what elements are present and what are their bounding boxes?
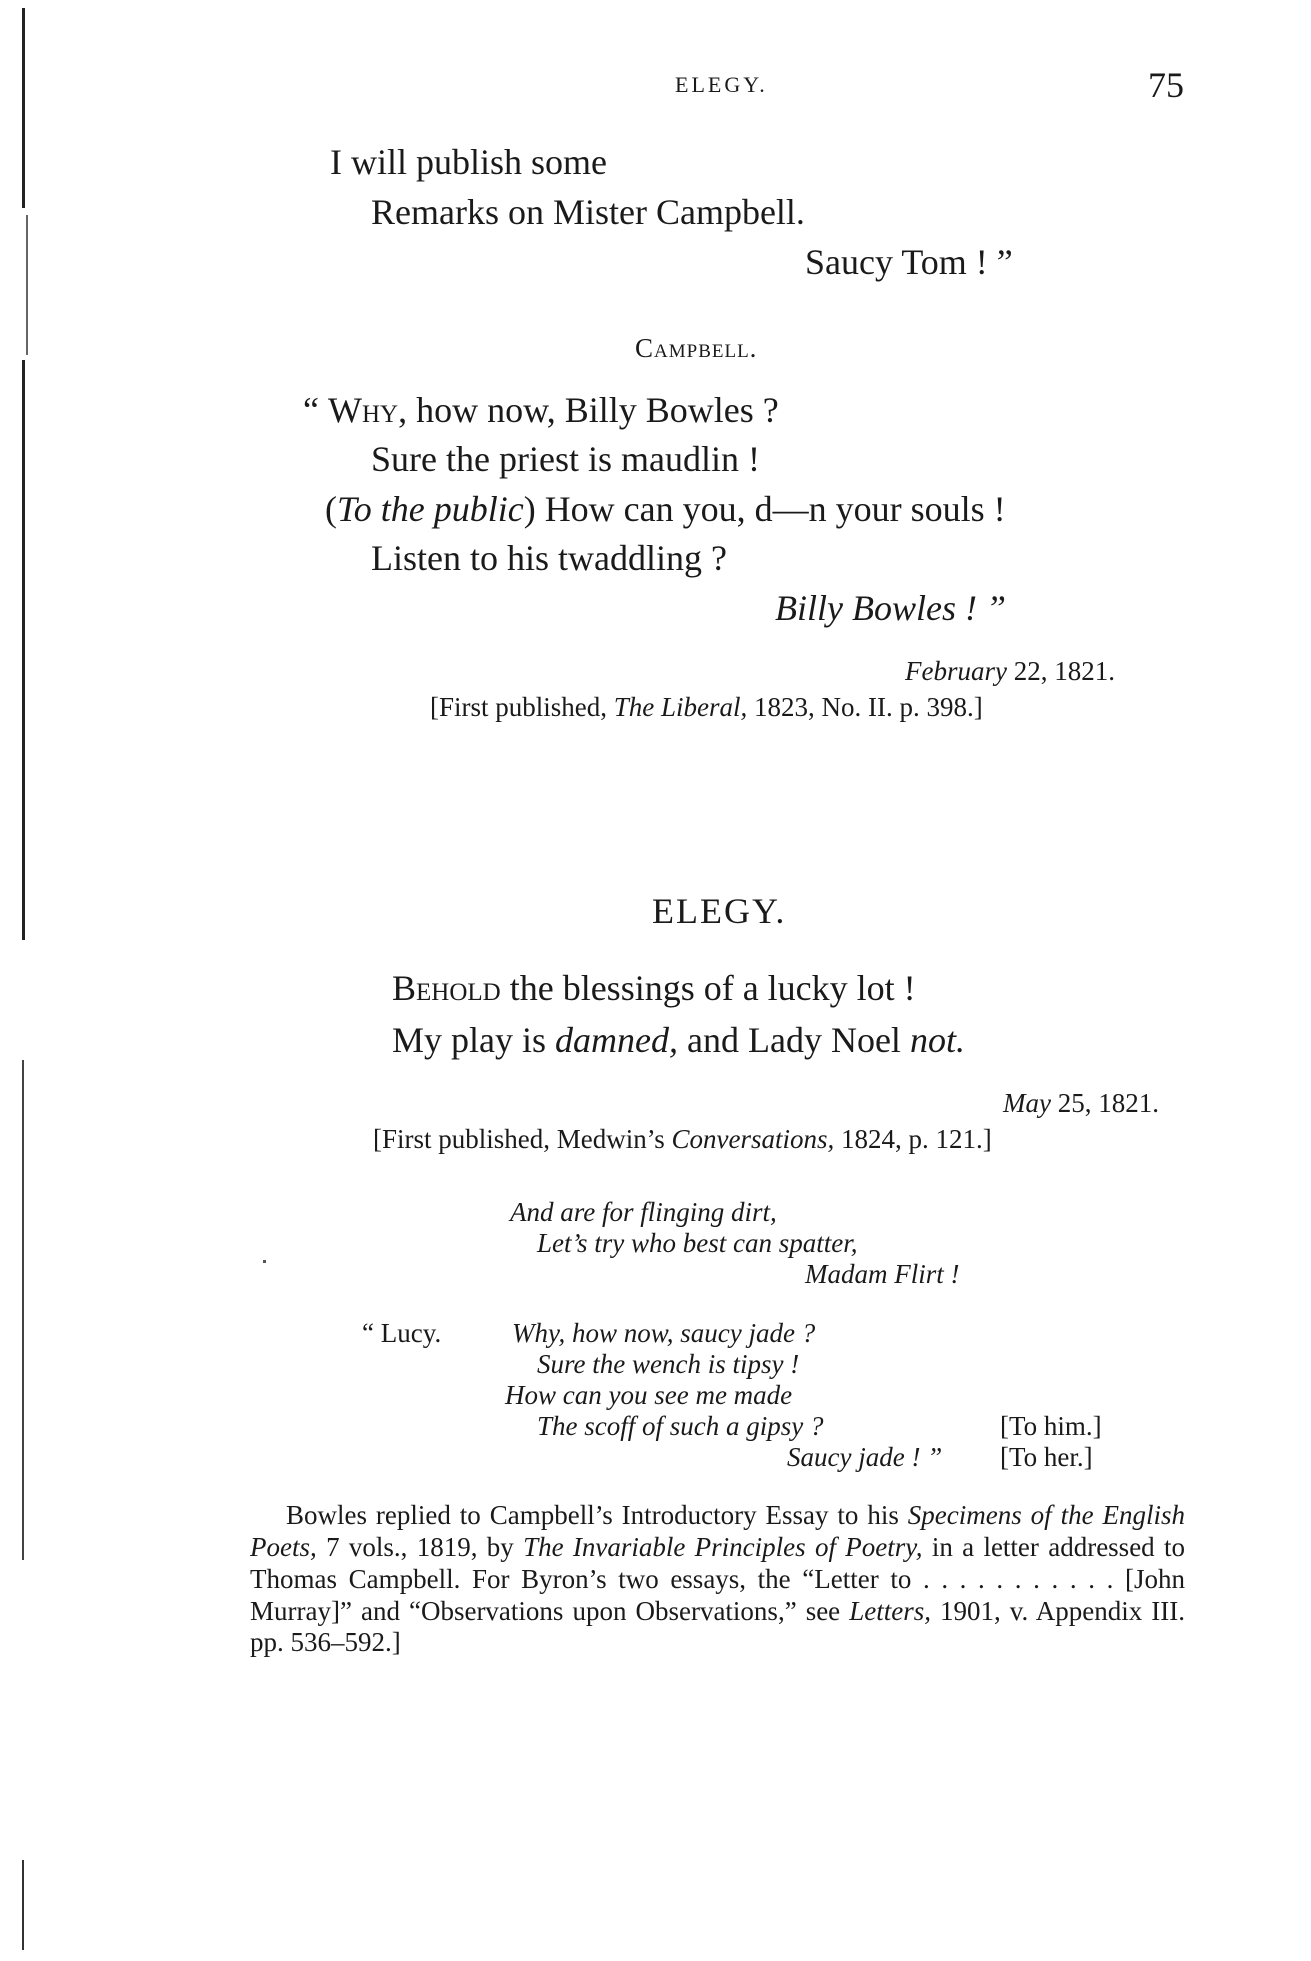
quote-line: Madam Flirt ! [805, 1259, 960, 1289]
verse-line: Sure the priest is maudlin ! [371, 439, 760, 479]
date-rest: 25, 1821. [1050, 1088, 1159, 1118]
speaker-heading: Campbell. [635, 333, 758, 363]
signoff-text: Billy Bowles ! ” [775, 588, 1006, 628]
first-word: Why [327, 390, 399, 430]
quote-line: Sure the wench is tipsy ! [537, 1349, 800, 1379]
verse-line: I will publish some [330, 142, 607, 182]
verse-line [392, 970, 916, 1006]
stage-paren: ) [523, 489, 536, 529]
quote-line: And are for flinging dirt, [510, 1197, 777, 1227]
footnote-text: 1901, v. Appendix III. pp. 536–592.] [250, 1595, 1186, 1658]
line-text: and Lady Noel [678, 1020, 910, 1060]
verse-line: Listen to his twaddling ? [371, 538, 727, 578]
scan-margin-mark [22, 1060, 24, 1560]
running-title: ELEGY. [675, 72, 768, 97]
pub-text: [First published, [430, 692, 614, 722]
verse-line [303, 392, 779, 428]
footnote-text: in a letter addressed to Thomas Campbell. For Byron’s two essays, the “Letter to . . . . . . . . . . . [John Murray]” and “Observations upon Observations,” see [250, 1531, 1185, 1626]
footnote-text: 7 vols., 1819, by [316, 1531, 524, 1562]
line-text: My play is [392, 1020, 556, 1060]
publication-note [430, 692, 983, 723]
verse-line [325, 491, 1006, 527]
pub-title: The Liberal, [613, 692, 748, 722]
verse-line: Saucy Tom ! ” [805, 242, 1013, 282]
quote-line: Why, how now, saucy jade ? [512, 1318, 816, 1348]
quote-line: Saucy jade ! ” [787, 1442, 943, 1472]
line-text: , how now, Billy Bowles ? [398, 390, 779, 430]
date-month: May [1003, 1088, 1051, 1118]
footnote-title: Letters, [849, 1595, 931, 1626]
first-word: Behold [392, 968, 501, 1008]
stage-paren: ( [325, 489, 337, 529]
date-month: February [905, 656, 1007, 686]
stage-direction: [To her.] [1000, 1442, 1093, 1472]
scan-margin-mark [22, 360, 25, 940]
verse-line: Remarks on Mister Campbell. [371, 192, 805, 232]
date-line [1003, 1088, 1159, 1119]
footnote-text: Bowles replied to Campbell’s Introductory Essay to his [286, 1500, 908, 1530]
pub-title: Conversations, [671, 1124, 835, 1154]
quote-line: Let’s try who best can spatter, [537, 1228, 858, 1258]
publication-note [373, 1124, 992, 1155]
page-number: 75 [1148, 65, 1184, 105]
date-line [905, 656, 1115, 687]
scan-speck [263, 1260, 266, 1263]
signoff [775, 590, 1006, 626]
pub-text: 1824, p. 121.] [834, 1124, 992, 1154]
open-quote: “ [303, 390, 328, 430]
pub-text: 1823, No. II. p. 398.] [747, 692, 983, 722]
quote-line: The scoff of such a gipsy ? [537, 1411, 824, 1441]
speaker-label: “ Lucy. [362, 1318, 442, 1348]
scan-margin-mark [26, 215, 28, 355]
line-text: the blessings of a lucky lot ! [500, 968, 916, 1008]
date-rest: 22, 1821. [1006, 656, 1115, 686]
pub-text: [First published, Medwin’s [373, 1124, 672, 1154]
footnote-title: Specimens of the English Poets, [250, 1500, 1185, 1562]
emphasis: damned, [555, 1020, 678, 1060]
footnote [250, 1500, 1185, 1659]
scan-margin-mark [22, 8, 25, 208]
scan-margin-mark [22, 1860, 24, 1950]
stage-direction: [To him.] [1000, 1411, 1102, 1441]
footnote-title: The Invariable Principles of Poetry, [523, 1531, 923, 1562]
quote-line: How can you see me made [505, 1380, 793, 1410]
section-title: ELEGY. [652, 891, 787, 931]
stage-direction: To the public [337, 489, 524, 529]
verse-line [392, 1022, 965, 1058]
line-text: How can you, d—n your souls ! [535, 489, 1006, 529]
emphasis: not. [909, 1020, 965, 1060]
